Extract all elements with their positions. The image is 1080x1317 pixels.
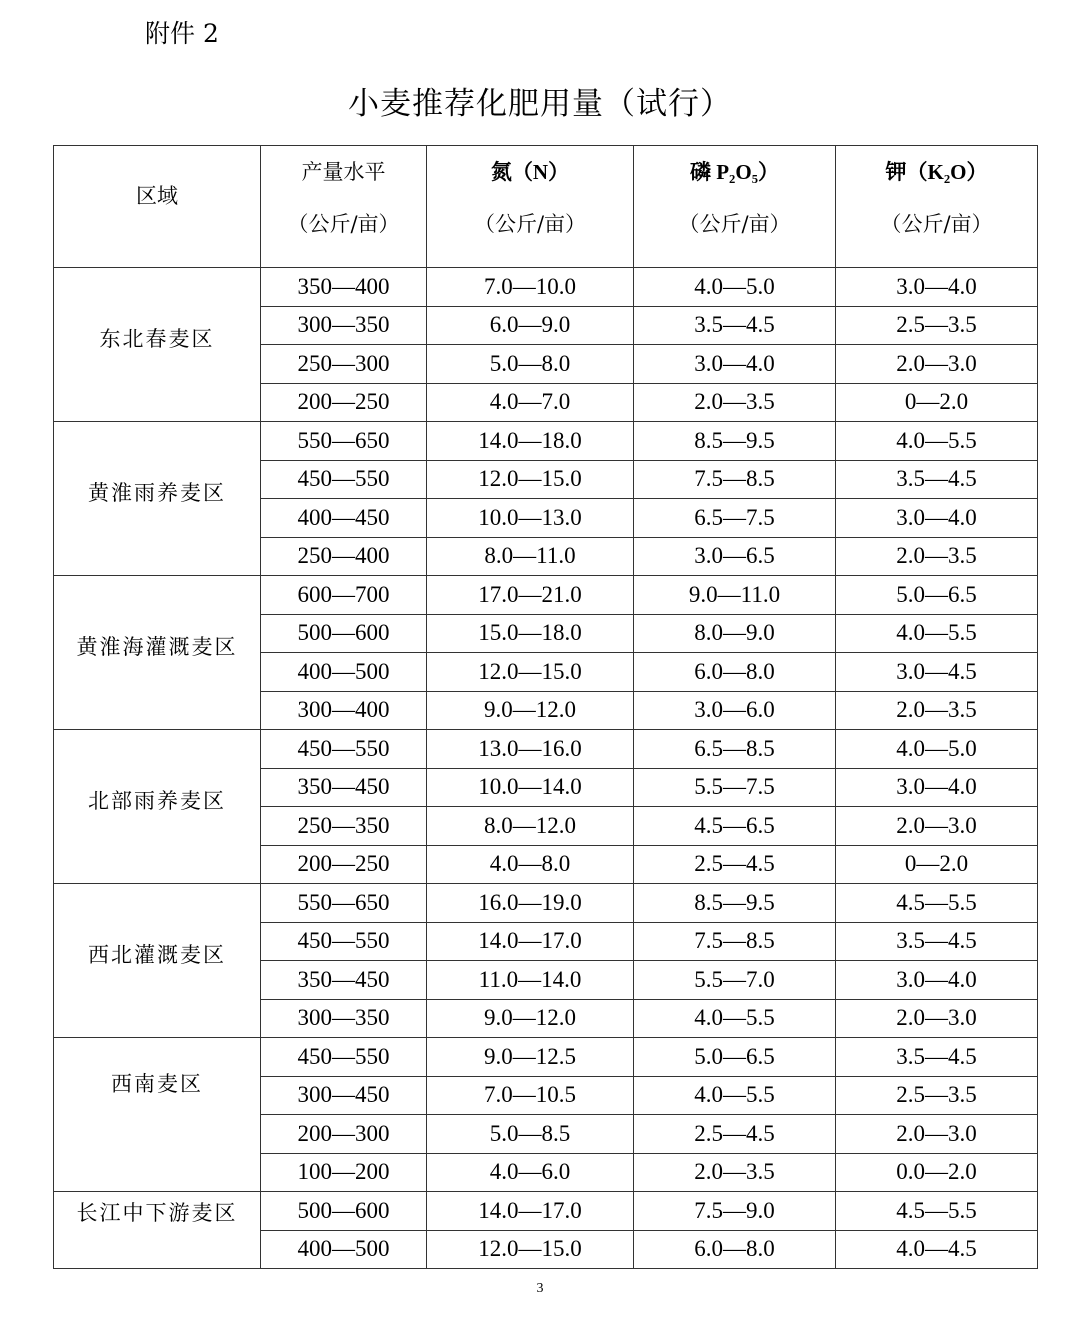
phosphorus-cell: 8.5—9.5 xyxy=(634,884,836,923)
nitrogen-cell: 10.0—14.0 xyxy=(427,768,634,807)
yield-cell: 550—650 xyxy=(261,884,427,923)
nitrogen-cell: 7.0—10.5 xyxy=(427,1076,634,1115)
nitrogen-cell: 9.0—12.5 xyxy=(427,1038,634,1077)
nitrogen-cell: 10.0—13.0 xyxy=(427,499,634,538)
yield-cell: 400—450 xyxy=(261,499,427,538)
potassium-cell: 2.5—3.5 xyxy=(836,306,1038,345)
potassium-cell: 3.0—4.5 xyxy=(836,653,1038,692)
header-yield xyxy=(261,146,427,268)
potassium-cell: 0—2.0 xyxy=(836,383,1038,422)
potassium-cell: 2.0—3.0 xyxy=(836,999,1038,1038)
yield-cell: 550—650 xyxy=(261,422,427,461)
nitrogen-cell: 7.0—10.0 xyxy=(427,268,634,307)
nitrogen-cell: 12.0—15.0 xyxy=(427,460,634,499)
potassium-cell: 2.0—3.0 xyxy=(836,1115,1038,1154)
yield-cell: 250—300 xyxy=(261,345,427,384)
table-row xyxy=(54,730,1038,769)
yield-cell: 600—700 xyxy=(261,576,427,615)
phosphorus-cell: 7.5—9.0 xyxy=(634,1192,836,1231)
document-title: 小麦推荐化肥用量（试行） xyxy=(348,86,732,122)
potassium-cell: 3.0—4.0 xyxy=(836,268,1038,307)
nitrogen-cell: 12.0—15.0 xyxy=(427,1230,634,1269)
yield-cell: 250—350 xyxy=(261,807,427,846)
yield-cell: 350—450 xyxy=(261,768,427,807)
page-number: 3 xyxy=(536,1281,544,1296)
nitrogen-cell: 17.0—21.0 xyxy=(427,576,634,615)
phosphorus-cell: 5.5—7.0 xyxy=(634,961,836,1000)
potassium-cell: 5.0—6.5 xyxy=(836,576,1038,615)
nitrogen-cell: 9.0—12.0 xyxy=(427,691,634,730)
phosphorus-cell: 2.0—3.5 xyxy=(634,383,836,422)
header-line1: 钾（K₂O） xyxy=(885,160,988,184)
nitrogen-cell: 4.0—7.0 xyxy=(427,383,634,422)
nitrogen-cell: 16.0—19.0 xyxy=(427,884,634,923)
phosphorus-cell: 6.5—7.5 xyxy=(634,499,836,538)
yield-cell: 200—250 xyxy=(261,845,427,884)
potassium-cell: 3.5—4.5 xyxy=(836,922,1038,961)
nitrogen-cell: 14.0—17.0 xyxy=(427,1192,634,1231)
yield-cell: 450—550 xyxy=(261,730,427,769)
nitrogen-cell: 14.0—17.0 xyxy=(427,922,634,961)
phosphorus-cell: 6.5—8.5 xyxy=(634,730,836,769)
yield-cell: 450—550 xyxy=(261,460,427,499)
phosphorus-cell: 9.0—11.0 xyxy=(634,576,836,615)
nitrogen-cell: 8.0—11.0 xyxy=(427,537,634,576)
header-nitrogen xyxy=(427,146,634,268)
region-cell: 长江中下游麦区 xyxy=(54,1192,261,1269)
yield-cell: 200—300 xyxy=(261,1115,427,1154)
region-cell: 东北春麦区 xyxy=(54,268,261,422)
phosphorus-cell: 3.0—4.0 xyxy=(634,345,836,384)
region-cell: 西北灌溉麦区 xyxy=(54,884,261,1038)
potassium-cell: 0—2.0 xyxy=(836,845,1038,884)
phosphorus-cell: 2.0—3.5 xyxy=(634,1153,836,1192)
yield-cell: 100—200 xyxy=(261,1153,427,1192)
potassium-cell: 4.5—5.5 xyxy=(836,1192,1038,1231)
potassium-cell: 2.0—3.5 xyxy=(836,691,1038,730)
header-line1: 产量水平 xyxy=(301,160,386,184)
phosphorus-cell: 4.0—5.5 xyxy=(634,999,836,1038)
potassium-cell: 3.0—4.0 xyxy=(836,499,1038,538)
region-cell: 黄淮海灌溉麦区 xyxy=(54,576,261,730)
nitrogen-cell: 5.0—8.5 xyxy=(427,1115,634,1154)
yield-cell: 450—550 xyxy=(261,1038,427,1077)
region-cell: 西南麦区 xyxy=(54,1038,261,1192)
nitrogen-cell: 15.0—18.0 xyxy=(427,614,634,653)
phosphorus-cell: 4.0—5.0 xyxy=(634,268,836,307)
potassium-cell: 2.0—3.0 xyxy=(836,345,1038,384)
yield-cell: 300—350 xyxy=(261,306,427,345)
nitrogen-cell: 11.0—14.0 xyxy=(427,961,634,1000)
potassium-cell: 4.0—4.5 xyxy=(836,1230,1038,1269)
header-unit: （公斤/亩） xyxy=(880,212,993,236)
region-cell: 北部雨养麦区 xyxy=(54,730,261,884)
yield-cell: 500—600 xyxy=(261,614,427,653)
header-region-label: 区域 xyxy=(136,184,178,208)
yield-cell: 200—250 xyxy=(261,383,427,422)
yield-cell: 300—350 xyxy=(261,999,427,1038)
potassium-cell: 4.0—5.5 xyxy=(836,422,1038,461)
nitrogen-cell: 6.0—9.0 xyxy=(427,306,634,345)
yield-cell: 350—400 xyxy=(261,268,427,307)
nitrogen-cell: 5.0—8.0 xyxy=(427,345,634,384)
nitrogen-cell: 12.0—15.0 xyxy=(427,653,634,692)
phosphorus-cell: 6.0—8.0 xyxy=(634,1230,836,1269)
table-row xyxy=(54,884,1038,923)
potassium-cell: 0.0—2.0 xyxy=(836,1153,1038,1192)
phosphorus-cell: 8.5—9.5 xyxy=(634,422,836,461)
table-body xyxy=(54,268,1038,1269)
phosphorus-cell: 2.5—4.5 xyxy=(634,1115,836,1154)
potassium-cell: 2.0—3.5 xyxy=(836,537,1038,576)
table-row xyxy=(54,422,1038,461)
phosphorus-cell: 3.0—6.5 xyxy=(634,537,836,576)
header-unit: （公斤/亩） xyxy=(473,212,587,236)
header-region xyxy=(54,146,261,268)
header-potassium xyxy=(836,146,1038,268)
phosphorus-cell: 8.0—9.0 xyxy=(634,614,836,653)
potassium-cell: 4.0—5.5 xyxy=(836,614,1038,653)
region-cell: 黄淮雨养麦区 xyxy=(54,422,261,576)
potassium-cell: 3.5—4.5 xyxy=(836,1038,1038,1077)
phosphorus-cell: 4.5—6.5 xyxy=(634,807,836,846)
header-line1: 氮（N） xyxy=(490,160,570,184)
yield-cell: 450—550 xyxy=(261,922,427,961)
table-row xyxy=(54,1038,1038,1077)
attachment-label: 附件 2 xyxy=(145,19,219,48)
table-row xyxy=(54,1192,1038,1231)
header-unit: （公斤/亩） xyxy=(678,212,791,236)
table-header-row xyxy=(54,146,1038,268)
nitrogen-cell: 4.0—8.0 xyxy=(427,845,634,884)
yield-cell: 400—500 xyxy=(261,1230,427,1269)
header-unit: （公斤/亩） xyxy=(287,212,400,236)
yield-cell: 400—500 xyxy=(261,653,427,692)
table-row xyxy=(54,576,1038,615)
fertilizer-table xyxy=(53,145,1038,1269)
yield-cell: 300—450 xyxy=(261,1076,427,1115)
nitrogen-cell: 14.0—18.0 xyxy=(427,422,634,461)
yield-cell: 250—400 xyxy=(261,537,427,576)
potassium-cell: 3.0—4.0 xyxy=(836,961,1038,1000)
phosphorus-cell: 5.5—7.5 xyxy=(634,768,836,807)
phosphorus-cell: 7.5—8.5 xyxy=(634,922,836,961)
yield-cell: 500—600 xyxy=(261,1192,427,1231)
potassium-cell: 3.5—4.5 xyxy=(836,460,1038,499)
potassium-cell: 2.5—3.5 xyxy=(836,1076,1038,1115)
yield-cell: 350—450 xyxy=(261,961,427,1000)
yield-cell: 300—400 xyxy=(261,691,427,730)
nitrogen-cell: 13.0—16.0 xyxy=(427,730,634,769)
header-phosphorus xyxy=(634,146,836,268)
potassium-cell: 4.5—5.5 xyxy=(836,884,1038,923)
phosphorus-cell: 3.5—4.5 xyxy=(634,306,836,345)
phosphorus-cell: 2.5—4.5 xyxy=(634,845,836,884)
potassium-cell: 4.0—5.0 xyxy=(836,730,1038,769)
phosphorus-cell: 7.5—8.5 xyxy=(634,460,836,499)
phosphorus-cell: 5.0—6.5 xyxy=(634,1038,836,1077)
header-line1: 磷 P₂O₅） xyxy=(689,160,779,184)
nitrogen-cell: 9.0—12.0 xyxy=(427,999,634,1038)
potassium-cell: 3.0—4.0 xyxy=(836,768,1038,807)
potassium-cell: 2.0—3.0 xyxy=(836,807,1038,846)
nitrogen-cell: 4.0—6.0 xyxy=(427,1153,634,1192)
phosphorus-cell: 3.0—6.0 xyxy=(634,691,836,730)
nitrogen-cell: 8.0—12.0 xyxy=(427,807,634,846)
table-row xyxy=(54,268,1038,307)
phosphorus-cell: 6.0—8.0 xyxy=(634,653,836,692)
phosphorus-cell: 4.0—5.5 xyxy=(634,1076,836,1115)
